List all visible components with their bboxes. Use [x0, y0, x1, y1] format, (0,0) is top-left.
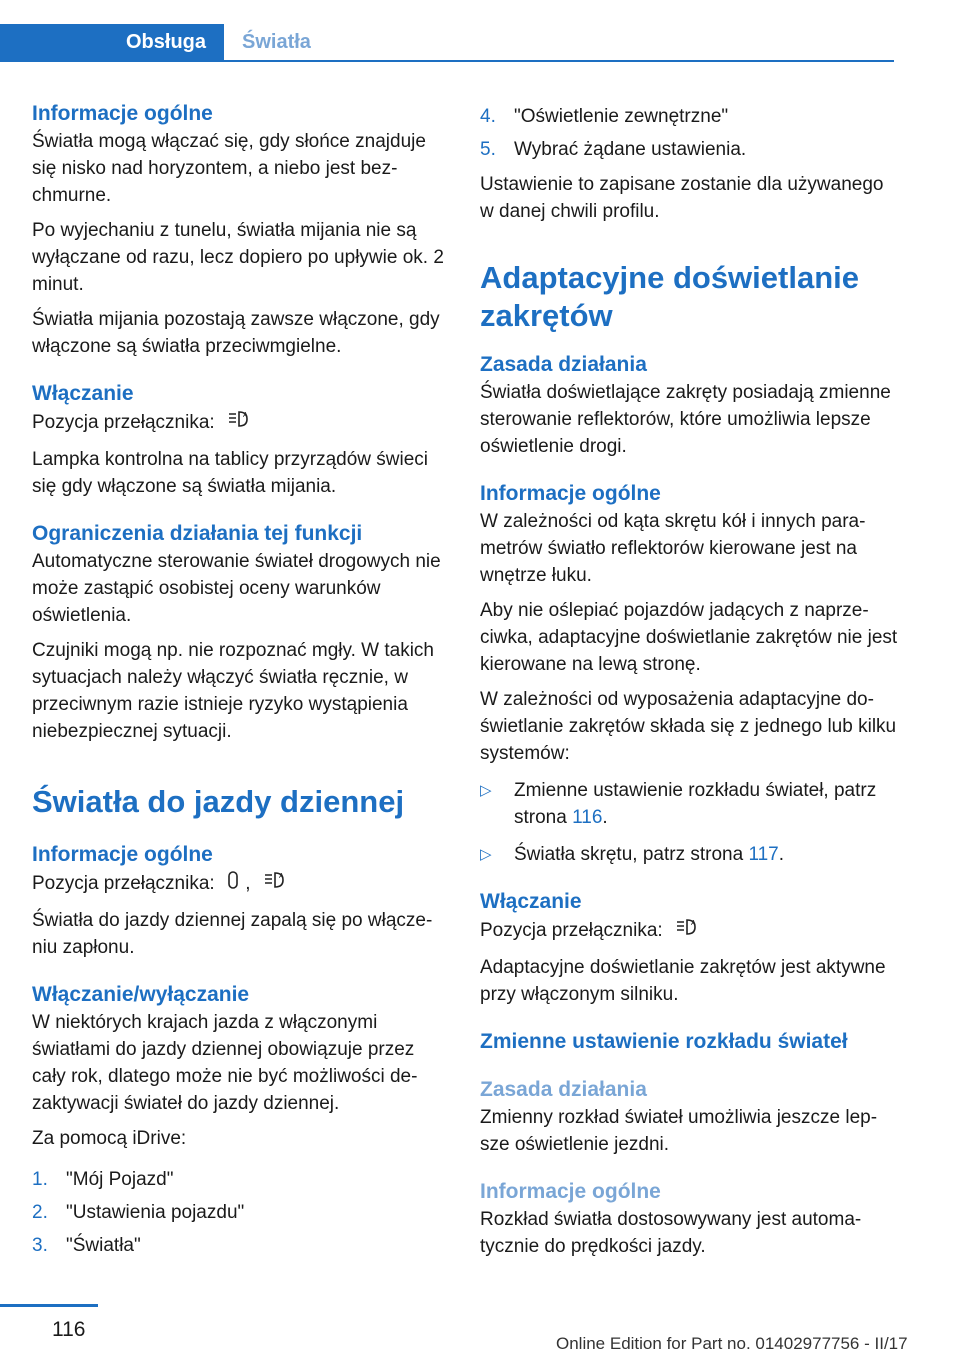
paragraph: Światła do jazdy dziennej zapalą się po włączeniu zapłonu. [32, 910, 433, 958]
paragraph: Czujniki mogą np. nie rozpoznać mgły. W takich sytuacjach należy włączyć światła ręcznie, w przeciwnym razie istnieje ryzyko wystąpienia niebezpiecznej sytuacji. [32, 640, 434, 742]
list-text: "Ustawienia pojazdu" [66, 1202, 245, 1223]
switch-position-line [32, 869, 450, 899]
svg-text:A: A [278, 873, 284, 880]
idrive-steps-cont [480, 103, 898, 163]
auto-headlight-icon [674, 916, 700, 946]
svg-text:A: A [242, 412, 248, 419]
systems-list [480, 777, 898, 868]
heading-limits: Ograniczenia działania tej funkcji [32, 522, 363, 545]
list-number: 3. [32, 1235, 48, 1256]
page-link-116[interactable]: 116 [572, 807, 603, 828]
auto-headlight-icon [226, 408, 252, 438]
paragraph: W zależności od wyposażenia adaptacyjne doświetlanie zakrętów składa się z jednego lub kilku systemów: [480, 689, 897, 764]
heading-switch-on: Włączanie [32, 382, 134, 405]
off-icon [226, 869, 240, 899]
switch-position-label: Pozycja przełącznika: [32, 412, 215, 434]
auto-headlight-icon [262, 869, 288, 899]
separator-comma: , [245, 873, 251, 895]
list-number: 5. [480, 139, 496, 160]
right-column [480, 100, 898, 1260]
idrive-steps [32, 1166, 450, 1259]
heading-on-off: Włączanie/wyłączanie [32, 983, 250, 1006]
switch-position-label: Pozycja przełącznika: [32, 873, 215, 895]
paragraph: W niektórych krajach jazda z włączonymi światłami do jazdy dziennej obowiązuje przez cały rok, dlatego może nie być możliwości dezaktywacji świateł do jazdy dziennej. [32, 1012, 418, 1114]
paragraph: Aby nie oślepiać pojazdów jadących z naprzeciwka, adaptacyjne doświetlanie zakrętów nie jest kierowane na lewą stronę. [480, 600, 898, 675]
period: . [778, 844, 785, 865]
list-number: 1. [32, 1169, 48, 1190]
heading-variable-distribution: Zmienne ustawienie rozkładu świateł [480, 1030, 848, 1053]
paragraph: Po wyjechaniu z tunelu, światła mijania nie są wyłączane od razu, lecz dopiero po upływie ok. 2 minut. [32, 220, 444, 295]
switch-position-label: Pozycja przełącznika: [480, 920, 663, 942]
paragraph: Adaptacyjne doświetlanie zakrętów jest aktywne przy włączonym silniku. [480, 957, 886, 1005]
list-number: 2. [32, 1202, 48, 1223]
paragraph: Automatyczne sterowanie świateł drogowych nie może zastąpić osobistej oceny warunków oświetlenia. [32, 551, 441, 626]
switch-position-line [480, 916, 898, 946]
heading-info-general: Informacje ogólne [480, 1180, 661, 1203]
heading-info-general: Informacje ogólne [32, 102, 213, 125]
paragraph: Światła doświetlające zakręty posiadają zmienne sterowanie reflektorów, które umożliwia lepsze oświetlenie drogi. [480, 382, 891, 457]
page-number: 116 [52, 1318, 86, 1341]
paragraph: Za pomocą iDrive: [32, 1128, 187, 1149]
heading-info-general: Informacje ogólne [32, 843, 213, 866]
list-number: 4. [480, 106, 496, 127]
list-item [480, 136, 898, 163]
page-link-117[interactable]: 117 [748, 844, 779, 865]
header-tabs [0, 24, 894, 62]
list-text [514, 841, 784, 868]
heading-info-general: Informacje ogólne [480, 482, 661, 505]
paragraph: Rozkład światła dostosowywany jest automatycznie do prędkości jazdy. [480, 1209, 862, 1257]
heading-adaptive-curve: Adaptacyjne doświetlanie zakrętów [480, 260, 859, 333]
bullet-triangle-icon: ▷ [480, 782, 492, 799]
paragraph: Światła mijania pozostają zawsze włączone, gdy włączone są światła przeciwmgielne. [32, 309, 440, 357]
list-item [32, 1232, 450, 1259]
edition-note: Online Edition for Part no. 01402977756 - II/17 [556, 1334, 908, 1353]
list-text: "Oświetlenie zewnętrzne" [514, 106, 729, 127]
list-item [32, 1199, 450, 1226]
list-item [32, 1166, 450, 1193]
footer-divider [0, 1304, 98, 1307]
heading-principle: Zasada działania [480, 1078, 647, 1101]
header-divider [0, 60, 894, 62]
bullet-text: Zmienne ustawienie rozkładu świateł, patrz strona [514, 780, 877, 828]
heading-daytime-lights: Światła do jazdy dziennej [32, 784, 405, 819]
list-item [480, 103, 898, 130]
left-column [32, 100, 450, 1259]
list-text [514, 777, 898, 831]
heading-switch-on: Włączanie [480, 890, 582, 913]
period: . [602, 807, 608, 828]
svg-text:A: A [690, 920, 696, 927]
tab-obsluga[interactable]: Obsługa [0, 24, 224, 60]
tab-swiatla[interactable]: Światła [242, 30, 311, 53]
list-item [480, 841, 898, 868]
bullet-text: Światła skrętu, patrz strona [514, 844, 744, 865]
heading-principle: Zasada działania [480, 353, 647, 376]
paragraph: Lampka kontrolna na tablicy przyrządów świeci się gdy włączone są światła mijania. [32, 449, 429, 497]
paragraph: Ustawienie to zapisane zostanie dla używanego w danej chwili profilu. [480, 174, 884, 222]
list-item [480, 777, 898, 831]
list-text: Wybrać żądane ustawienia. [514, 139, 747, 160]
paragraph: Zmienny rozkład świateł umożliwia jeszcze lepsze oświetlenie jezdni. [480, 1107, 878, 1155]
bullet-triangle-icon: ▷ [480, 846, 492, 863]
paragraph: Światła mogą włączać się, gdy słońce znajduje się nisko nad horyzontem, a niebo jest bezchmurne. [32, 131, 426, 206]
switch-position-line [32, 408, 450, 438]
paragraph: W zależności od kąta skrętu kół i innych parametrów światło reflektorów kierowane jest na wnętrze łuku. [480, 511, 866, 586]
list-text: "Mój Pojazd" [66, 1169, 174, 1190]
list-text: "Światła" [66, 1235, 141, 1256]
